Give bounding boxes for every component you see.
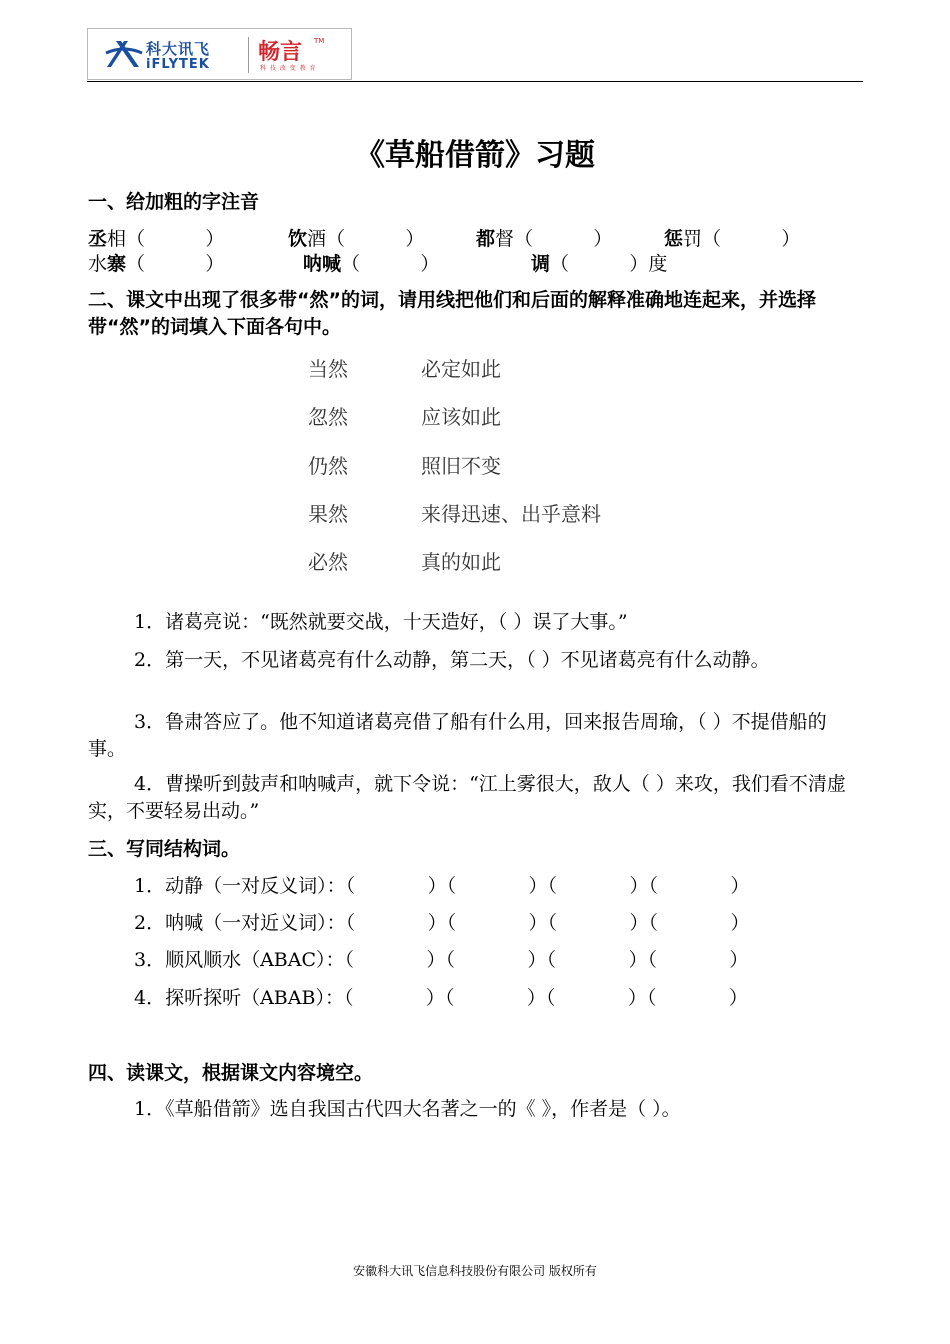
section4-heading: 四、读课文，根据课文内容境空。 [88, 1062, 374, 1084]
brand-trademark: TM [314, 37, 325, 45]
word-item: 忽然 [308, 405, 348, 429]
pinyin-item: 饮酒（ ） [288, 228, 425, 250]
page-title: 《草船借箭》习题 [355, 138, 595, 173]
structure-item: 2．呐喊（一对近义词）：（ ）（ ）（ ）（ ） [134, 912, 750, 934]
footer-copyright: 安徽科大讯飞信息科技股份有限公司 版权所有 [353, 1264, 597, 1278]
header-logo [87, 28, 352, 80]
structure-item: 3．顺风顺水（ABAC）：（ ）（ ）（ ）（ ） [134, 949, 749, 971]
pinyin-item: 水寨（ ） [88, 253, 225, 275]
meaning-item: 来得迅速、出乎意料 [421, 502, 601, 526]
blank-item: 1．《草船借箭》选自我国古代四大名著之一的《 》，作者是（ ）。 [134, 1098, 681, 1120]
pinyin-item: 调（ ）度 [531, 253, 668, 275]
structure-item: 1．动静（一对反义词）：（ ）（ ）（ ）（ ） [134, 875, 750, 897]
fill-sentence: 1．诸葛亮说：“既然就要交战，十天造好，（ ）误了大事。” [134, 611, 628, 633]
section2-heading: 二、课文中出现了很多带“然”的词，请用线把他们和后面的解释准确地连起来，并选择带“然”的词填入下面各句中。 [88, 289, 816, 338]
meaning-item: 必定如此 [421, 357, 501, 381]
header-divider [87, 81, 863, 82]
brand-tagline: 科 技 改 变 教 育 [260, 65, 317, 72]
logo-en-text: iFLYTEK [146, 57, 210, 72]
meaning-item: 应该如此 [421, 405, 501, 429]
pinyin-item: 都督（ ） [476, 228, 613, 250]
pinyin-item: 丞相（ ） [88, 228, 225, 250]
pinyin-item: 惩罚（ ） [664, 228, 801, 250]
brand-name: 畅言 [258, 40, 303, 65]
fill-sentence: 2．第一天，不见诸葛亮有什么动静，第二天，（ ）不见诸葛亮有什么动静。 [134, 649, 770, 671]
section3-heading: 三、写同结构词。 [88, 838, 241, 860]
iflytek-logo-icon [104, 37, 144, 71]
meaning-item: 真的如此 [421, 550, 501, 574]
section1-heading: 一、给加粗的字注音 [88, 191, 260, 213]
logo-cn-text: 科大讯飞 [146, 40, 211, 58]
structure-item: 4．探听探听（ABAB）：（ ）（ ）（ ）（ ） [134, 987, 748, 1009]
fill-sentence: 3．鲁肃答应了。他不知道诸葛亮借了船有什么用，回来报告周瑜，（ ）不提借船的事。 [88, 711, 827, 760]
logo-divider [248, 37, 249, 73]
meaning-item: 照旧不变 [421, 454, 501, 478]
word-item: 必然 [308, 550, 348, 574]
word-item: 仍然 [308, 454, 348, 478]
word-item: 果然 [308, 502, 348, 526]
word-item: 当然 [308, 357, 348, 381]
pinyin-item: 呐喊（ ） [303, 253, 440, 275]
fill-sentence: 4．曹操听到鼓声和呐喊声，就下令说：“江上雾很大，敌人（ ）来攻，我们看不清虚实，不要轻易出动。” [88, 773, 846, 822]
